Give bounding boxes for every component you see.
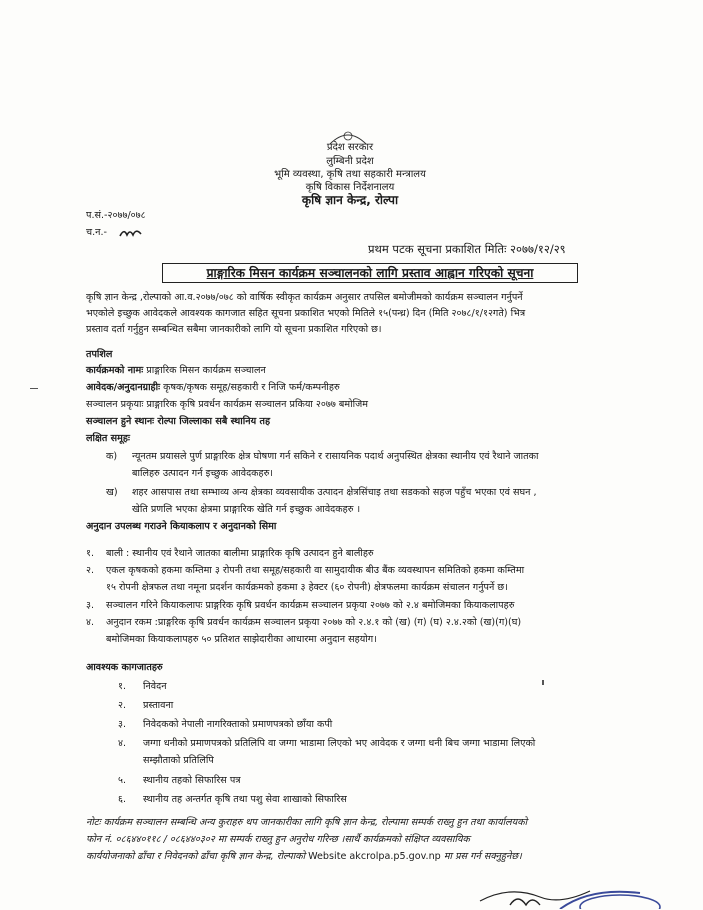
grant-item-line: अनुदान रकम :प्राङ्गरिक कृषि प्रवर्धन कार्यक्रम सञ्चालन प्रकृया २०७७ को २.४.१ को (ख) (ग) (घ) २.४.२को (ख)(ग)(घ) xyxy=(106,617,522,628)
patra-sankhya: प.सं.-२०७७/०७८ xyxy=(86,210,146,221)
document-number: ५. xyxy=(118,775,127,786)
margin-mark xyxy=(542,680,544,685)
grant-item-number: ३. xyxy=(86,600,95,611)
tapsil-heading: तपशिल xyxy=(86,349,113,360)
document-item: निवेदकको नेपाली नागरिक्ताको प्रमाणपत्रको छाँया कपी xyxy=(143,719,333,730)
target-item-line: न्यूनतम प्रयासले पुर्ण प्राङ्गारिक क्षेत्र घोषणा गर्न सकिने र रासायनिक पदार्थ अनुपस्थित क्षेत्रका स्थानीय एवं रैथाने जातका xyxy=(132,451,539,462)
document-item: निवेदन xyxy=(143,681,167,692)
grant-item-number: २. xyxy=(86,565,95,576)
grant-item-number: १. xyxy=(86,548,95,559)
document-item: स्थानीय तहको सिफारिस पत्र xyxy=(143,775,241,786)
target-item-line: बालिहरु उत्पादन गर्न इच्छुक आवेदकहरु। xyxy=(132,468,274,479)
documents-heading: आवश्यक कागजातहरु xyxy=(86,662,163,673)
header-office-name: कृषि ज्ञान केन्द्र, रोल्पा xyxy=(301,193,399,207)
handwritten-number-scribble xyxy=(118,226,144,240)
applicant-label: आवेदक/अनुदानग्राहीः xyxy=(86,382,161,393)
header-line-directorate: कृषि विकास निर्देशनालय xyxy=(305,182,395,193)
grant-item-line: बाली : स्थानीय एवं रैथाने जातका बालीमा प्राङ्गारिक कृषि उत्पादन हुने बालीहरु xyxy=(106,548,374,559)
intro-line-3: प्रस्ताव दर्ता गर्नुहुन सम्बन्धित सबैमा जानकारीको लागि यो सूचना प्रकाशित गरिएको छ। xyxy=(86,324,382,335)
website-link[interactable]: Website akcrolpa.p5.gov.np xyxy=(308,851,441,862)
note-line-3-end: मा प्रस गर्न सक्नुहुनेछ। xyxy=(440,851,522,862)
program-name-row xyxy=(86,362,266,379)
intro-line-1: कृषि ज्ञान केन्द्र ,रोल्पाको आ.व.२०७७/०७८ को वार्षिक स्वीकृत कार्यक्रम अनुसार तपसिल बमोजीमको कार्यक्रम सञ्चालन गर्नुपर्ने xyxy=(86,292,523,303)
applicant-value: कृषक/कृषक समूह/सहकारी र निजि फर्म/कम्पनीहरु xyxy=(160,382,340,393)
note-line-1: नोटः कार्यक्रम सञ्चालन सम्बन्धि अन्य कुराहरु थप जानकारीका लागि कृषि ज्ञान केन्द्र, रोल्पामा सम्पर्क राख्नु हुन तथा कार्यालयको xyxy=(86,817,528,828)
publication-date: प्रथम पटक सूचना प्रकाशित मितिः २०७७/१२/२९ xyxy=(368,242,566,256)
grant-item-line: सञ्चालन गरिने कियाकलापः प्राङ्गरिक कृषि प्रवर्धन कार्यक्रम सञ्चालन प्रकृया २०७७ को २.४ बमोजिमका कियाकलापहरु xyxy=(106,600,515,611)
notice-title-banner: प्राङ्गारिक मिसन कार्यक्रम सञ्चालनको लागि प्रस्ताव आह्वान गरिएको सूचना xyxy=(162,263,578,283)
margin-mark xyxy=(30,388,38,389)
procedure-row: सञ्चालन प्रकृयाः प्राङ्गारिक कृषि प्रवर्धन कार्यक्रम सञ्चालन प्रकिया २०७७ बमोजिम xyxy=(86,399,368,410)
chalani-number: च.न.- xyxy=(86,227,107,238)
signature-stamp-icon xyxy=(470,875,670,909)
note-line-3-start: कार्ययोजनाको ढाँचा र निवेदनको ढाँचा कृषि ज्ञान केन्द्र, रोल्पाको xyxy=(86,851,309,862)
target-item-line: शहर आसपास तथा सम्भाव्य अन्य क्षेत्रका व्यवसायीक उत्पादन क्षेत्रसिंचाइ तथा सडकको सहज पहुँच भएका एवं सघन , xyxy=(132,487,537,498)
note-line-2: फोन नं. ०८६४४०११८ / ०८६४४०३०२ मा सम्पर्क राख्नु हुन अनुरोध गरिन्छ ।सार्थै कार्यक्रमको संक्षिप्त व्यवसायिक xyxy=(86,834,470,845)
intro-line-2: भएकोले इच्छुक आवेदकले आवश्यक कागजात सहित सूचना प्रकाशित भएको मितिले १५(पन्ध्र) दिन (मिति २०७८/१/१२गते) भित्र xyxy=(86,308,526,319)
document-number: १. xyxy=(118,681,127,692)
document-number: २. xyxy=(118,700,127,711)
grant-item-line: बमोजिमका कियाकलापहरु ५० प्रतिशत साझेदारीका आधारमा अनुदान सहयोग। xyxy=(106,634,377,645)
header-line-government: प्रदेश सरकार xyxy=(326,142,374,153)
target-item-mark: ख) xyxy=(106,487,118,498)
document-number: ३. xyxy=(118,719,127,730)
header-line-province: लुम्बिनी प्रदेश xyxy=(326,156,374,167)
grant-item-line: १५ रोपनी क्षेत्रफल तथा नमूना प्रदर्शन कार्यक्रमको हकमा ३ हेक्टर (६० रोपनी) क्षेत्रफलमा कार्यक्रम संचालन गर्नुपर्ने छ। xyxy=(106,582,508,593)
document-item-continued: सम्झौताको प्रतिलिपि xyxy=(143,755,214,766)
document-item: प्रस्तावना xyxy=(143,700,174,711)
header-line-ministry: भूमि व्यवस्था, कृषि तथा सहकारी मन्त्रालय xyxy=(274,169,426,180)
program-name-label: कार्यक्रमको नामः xyxy=(86,365,144,376)
document-number: ४. xyxy=(118,738,127,749)
target-item-line: खेति प्रणलि भएका क्षेत्रमा प्राङ्गारिक खेति गर्न इच्छुक आवेदकहरु । xyxy=(132,504,361,515)
location-row: सञ्चालन हुने स्थानः रोल्पा जिल्लाका सबै स्थानिय तह xyxy=(86,416,271,427)
program-name-value: प्राङ्गारिक मिसन कार्यक्रम सञ्चालन xyxy=(143,365,266,376)
grant-item-number: ४. xyxy=(86,617,95,628)
note-line-3 xyxy=(86,848,522,865)
applicant-row xyxy=(86,379,340,396)
grant-item-line: एकल कृषकको हकमा कम्तिमा ३ रोपनी तथा समूह/सहकारी वा सामुदायीक बीउ बैंक व्यवस्थापन समितिको हकमा कम्तिमा xyxy=(106,565,525,576)
grant-heading: अनुदान उपलब्ध गराउने कियाकलाप र अनुदानको सिमा xyxy=(86,521,277,532)
target-group-heading: लक्षित समूहः xyxy=(86,433,130,444)
target-item-mark: क) xyxy=(106,451,118,462)
document-item: जग्गा धनीको प्रमाणपत्रको प्रतिलिपि वा जग्गा भाडामा लिएको भए आवेदक र जग्गा धनी बिच जग्गा भाडामा लिएको xyxy=(143,738,536,749)
document-number: ६. xyxy=(118,794,127,805)
document-item: स्थानीय तह अन्तर्गत कृषि तथा पशु सेवा शाखाको सिफारिस xyxy=(143,794,347,805)
